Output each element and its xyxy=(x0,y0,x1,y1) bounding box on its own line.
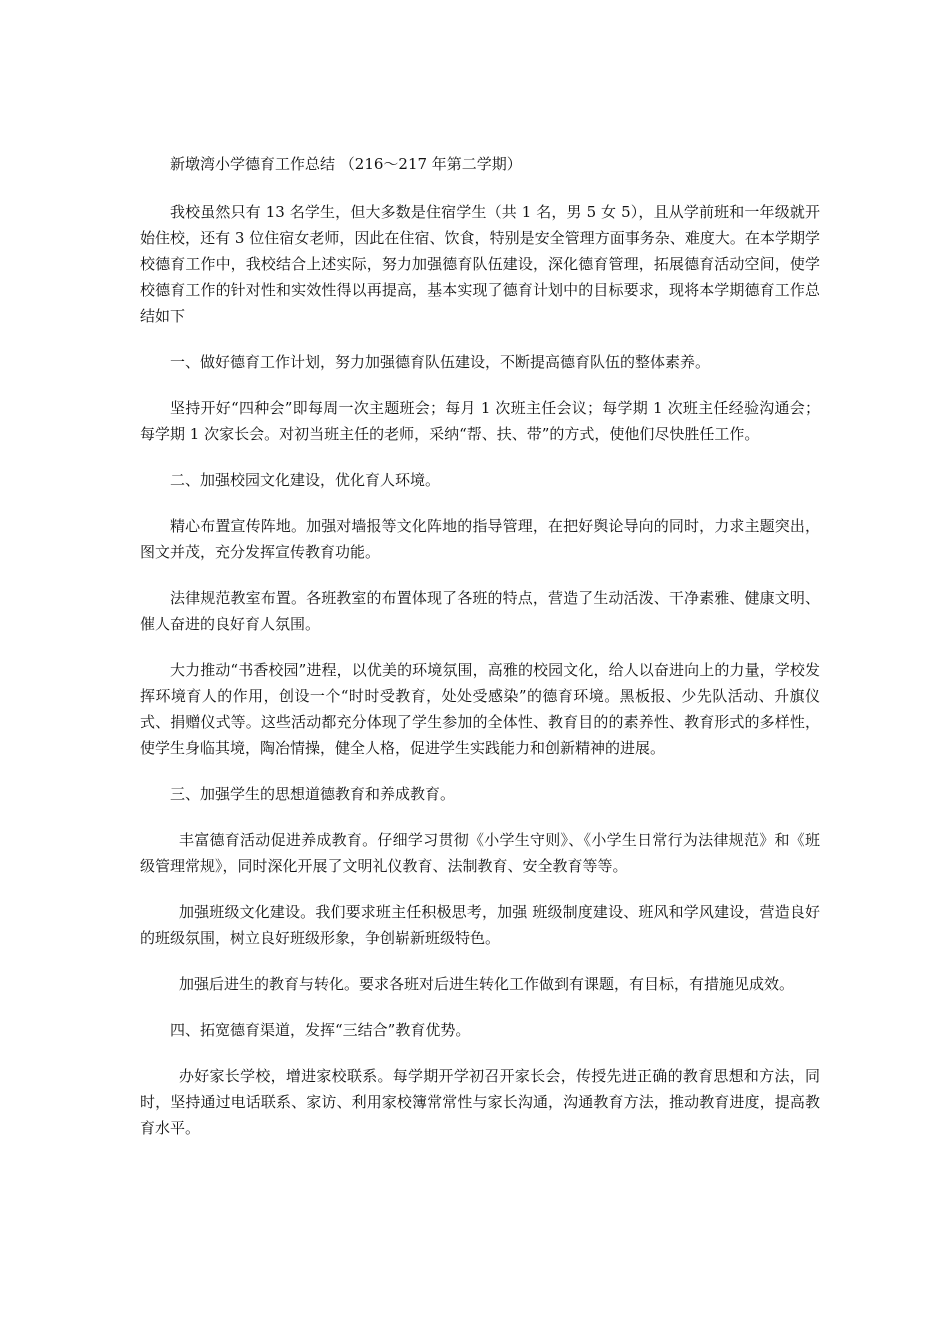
paragraph-campus-culture: 大力推动“书香校园”进程，以优美的环境氛围，高雅的校园文化，给人以奋进向上的力量，学校发挥环境育人的作用，创设一个“时时受教育，处处受感染”的德育环境。黑板报、少先队活动、升旗仪式、捐赠仪式等。这些活动都充分体现了学生参加的全体性、教育目的的素养性、教育形式的多样性，使学生身临其境，陶冶情操，健全人格，促进学生实践能力和创新精神的进展。 xyxy=(140,661,820,757)
section-heading-3: 三、加强学生的思想道德教育和养成教育。 xyxy=(170,785,456,803)
section-heading-1: 一、做好德育工作计划，努力加强德育队伍建设，不断提高德育队伍的整体素养。 xyxy=(170,353,711,371)
document-body xyxy=(140,151,820,1161)
paragraph-classroom: 法律规范教室布置。各班教室的布置体现了各班的特点，营造了生动活泼、干净素雅、健康文明、催人奋进的良好育人氛围。 xyxy=(140,589,820,633)
paragraph-struggling-students: 加强后进生的教育与转化。要求各班对后进生转化工作做到有课题，有目标，有措施见成效。 xyxy=(179,975,795,993)
paragraph-intro: 我校虽然只有 13 名学生，但大多数是住宿学生（共 1 名，男 5 女 5），且从学前班和一年级就开始住校，还有 3 位住宿女老师，因此在住宿、饮食，特别是安全管理方面事务杂、难度大。在本学期学校德育工作中，我校结合上述实际，努力加强德育队伍建设，深化德育管理，拓展德育活动空间，使学校德育工作的针对性和实效性得以再提高，基本实现了德育计划中的目标要求，现将本学期德育工作总结如下 xyxy=(140,203,820,325)
document-title: 新墩湾小学德育工作总结 （216～217 年第二学期） xyxy=(170,155,522,173)
paragraph-habit-education: 丰富德育活动促进养成教育。仔细学习贯彻《小学生守则》、《小学生日常行为法律规范》和《班级管理常规》，同时深化开展了文明礼仪教育、法制教育、安全教育等等。 xyxy=(140,831,820,875)
section-heading-4: 四、拓宽德育渠道，发挥“三结合”教育优势。 xyxy=(170,1021,471,1039)
paragraph-class-culture: 加强班级文化建设。我们要求班主任积极思考，加强 班级制度建设、班风和学风建设，营造良好的班级氛围，树立良好班级形象，争创崭新班级特色。 xyxy=(140,903,820,947)
paragraph-meetings: 坚持开好“四种会”即每周一次主题班会；每月 1 次班主任会议；每学期 1 次班主任经验沟通会；每学期 1 次家长会。对初当班主任的老师，采纳“帮、扶、带”的方式，使他们尽快胜任工作。 xyxy=(140,399,820,443)
paragraph-parent-school: 办好家长学校，增进家校联系。每学期开学初召开家长会，传授先进正确的教育思想和方法，同时，坚持通过电话联系、家访、利用家校簿常常性与家长沟通，沟通教育方法，推动教育进度，提高教育水平。 xyxy=(140,1067,820,1137)
section-heading-2: 二、加强校园文化建设，优化育人环境。 xyxy=(170,471,441,489)
paragraph-publicity: 精心布置宣传阵地。加强对墙报等文化阵地的指导管理，在把好舆论导向的同时，力求主题突出，图文并茂，充分发挥宣传教育功能。 xyxy=(140,517,820,561)
